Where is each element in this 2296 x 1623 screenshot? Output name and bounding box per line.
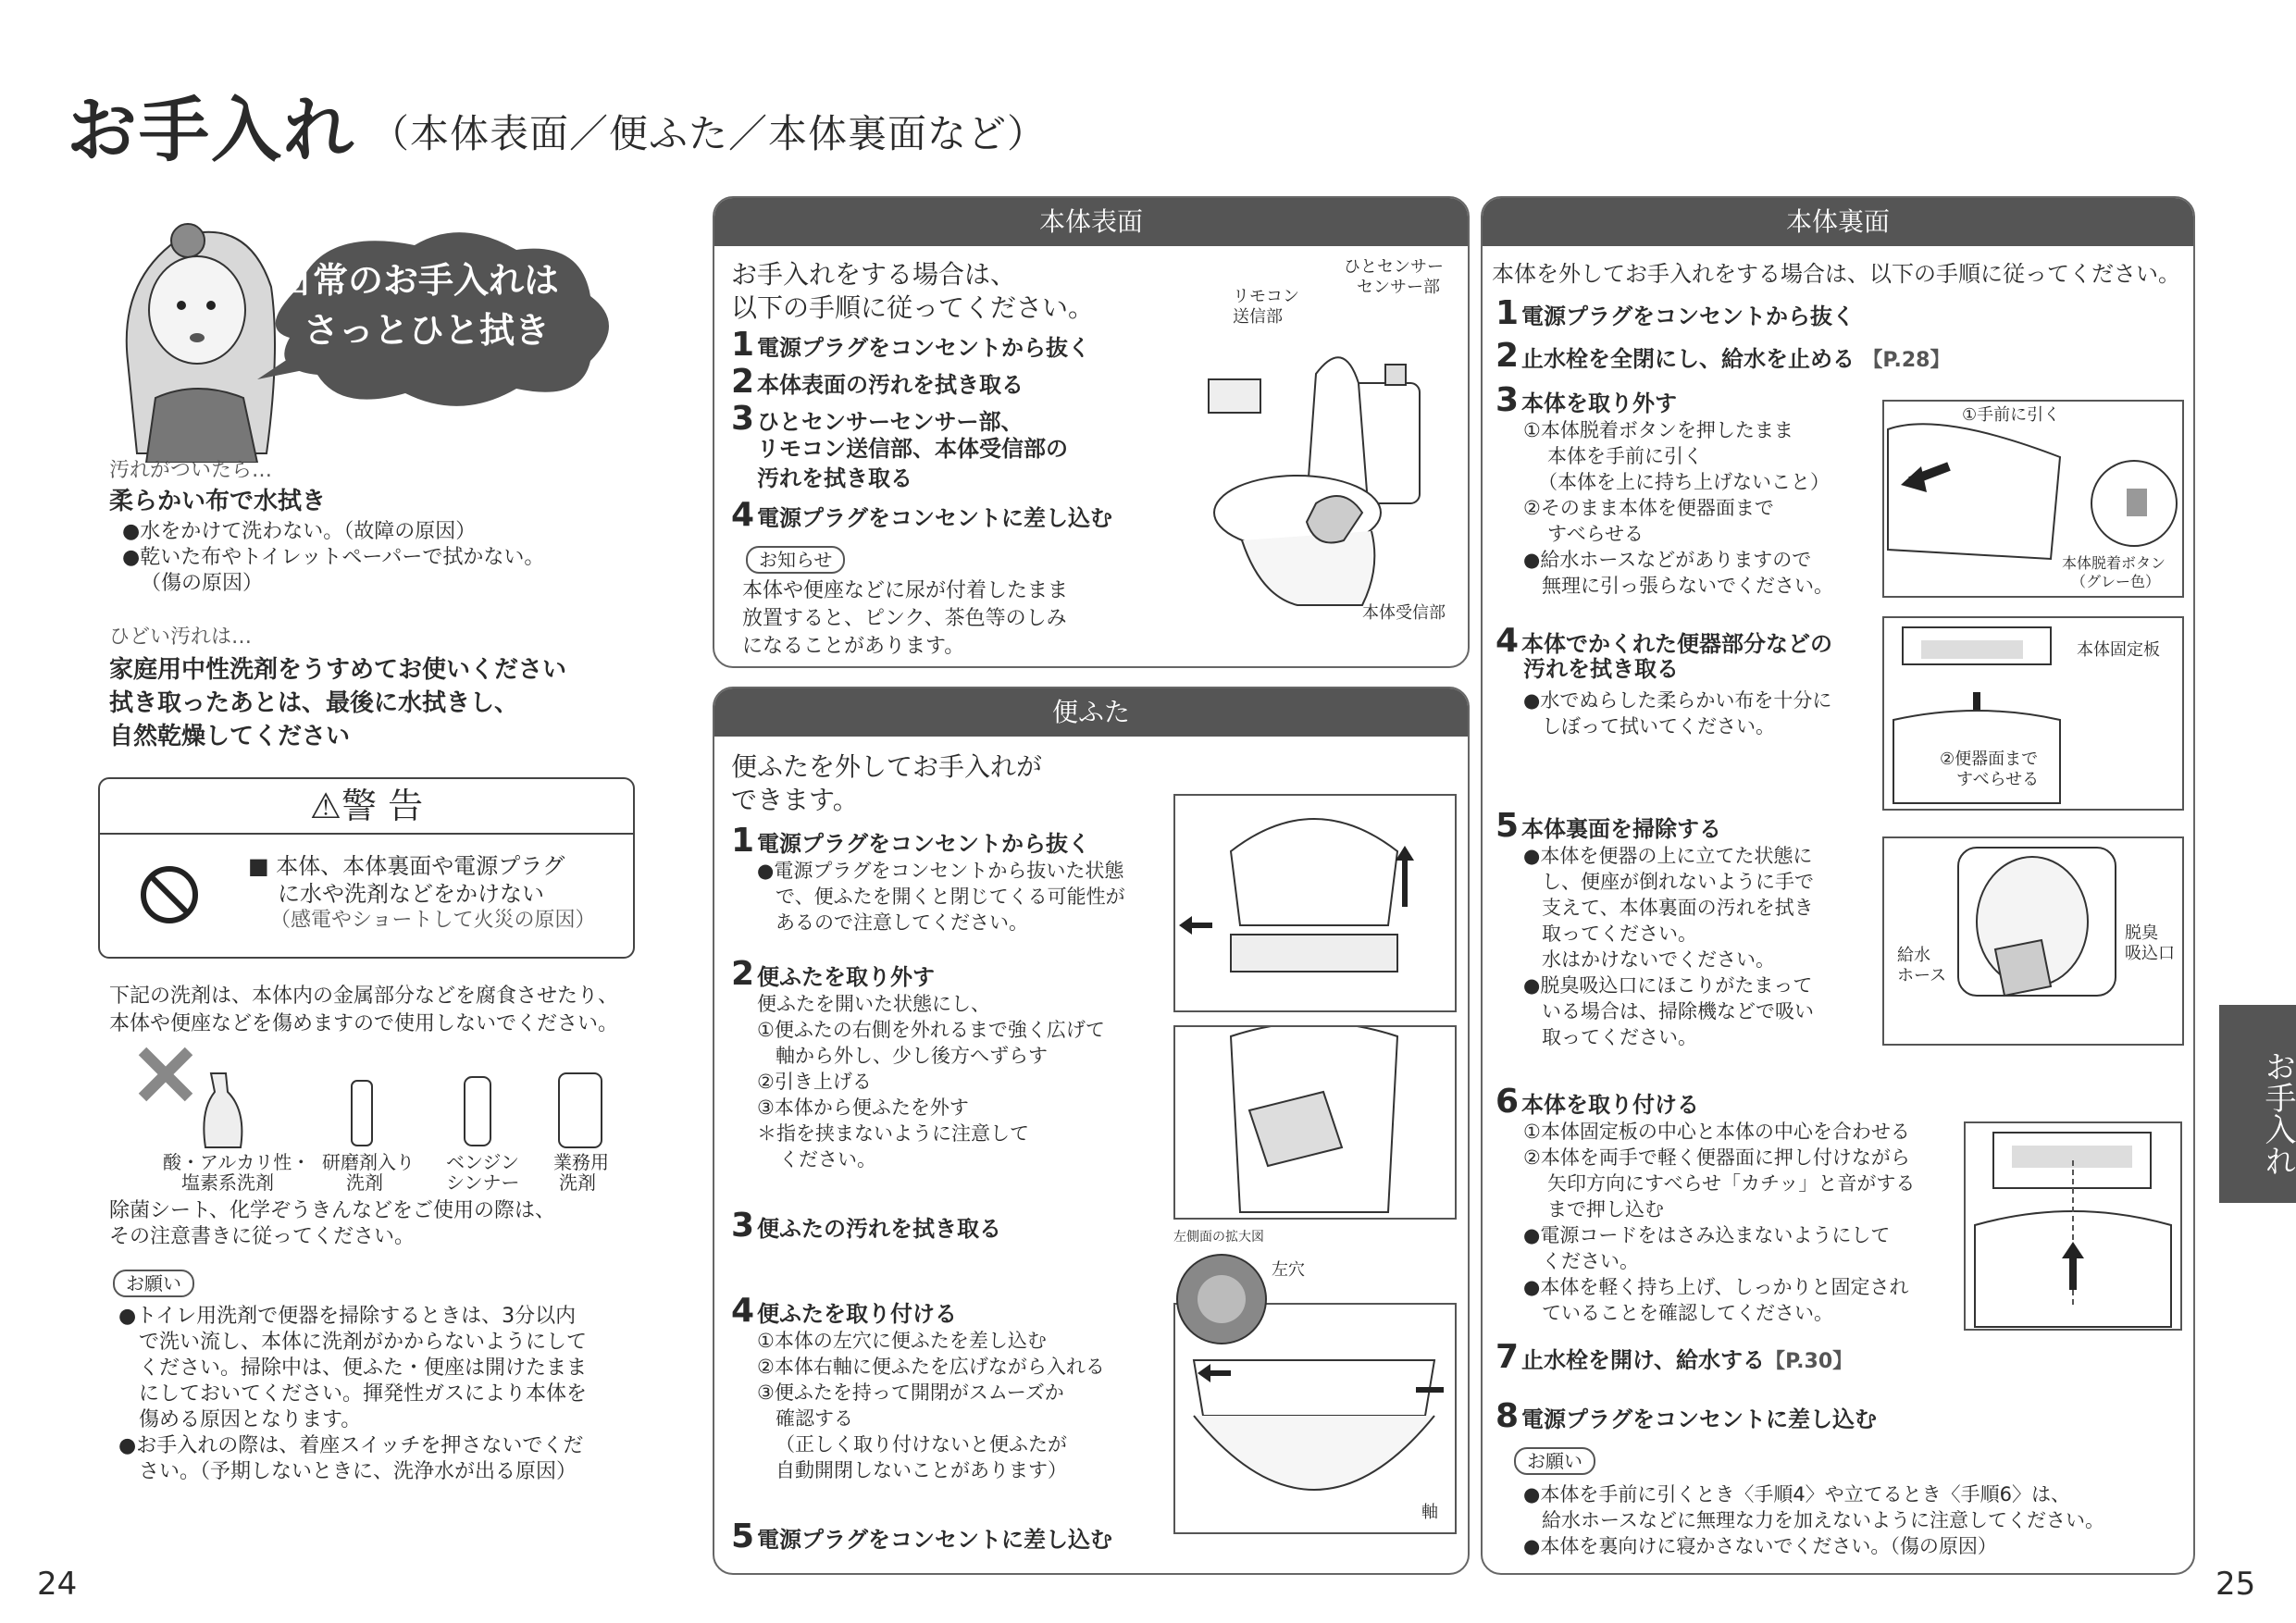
detergent-abrasive-b: 洗剤: [346, 1171, 383, 1194]
caption-heavy: ひどい汚れは…: [109, 626, 253, 649]
label-receiver: 本体受信部: [1362, 603, 1446, 623]
panel-lid: [713, 687, 1470, 1575]
ref-p30-link[interactable]: 【P.30】: [1765, 1350, 1854, 1373]
back-request-3: ●本体を裏向けに寝かさないでください。（傷の原因）: [1523, 1535, 1997, 1557]
request-line2: で洗い流し、本体に洗剤がかからないようにして: [139, 1331, 588, 1354]
side-tab[interactable]: お手入れ: [2219, 1005, 2296, 1203]
request-tag-right: お願い: [1514, 1447, 1595, 1475]
surface-step4: 4 電源プラグをコンセントに差し込む: [731, 496, 1112, 534]
caption-dirty: 汚れがついたら…: [109, 459, 273, 482]
detergent-bottles-illustration: [137, 1046, 618, 1155]
detergent-pro-b: 洗剤: [559, 1171, 596, 1194]
label-deodor-b: 吸込口: [2125, 944, 2175, 963]
back-step6-e: ●電源コードをはさみ込まないようにして: [1523, 1224, 1891, 1246]
lid-step4-c: ③便ふたを持って開閉がスムーズか: [757, 1381, 1064, 1404]
lid-step4-e: （正しく取り付けないと便ふたが: [776, 1433, 1067, 1456]
back-step3: 3 本体を取り外す: [1496, 381, 1677, 419]
toilet-surface-illustration: [1205, 318, 1446, 614]
wipe-sheet-para2: その注意書きに従ってください。: [109, 1225, 416, 1248]
page-title: お手入れ: [67, 89, 355, 171]
heading-detergent-2: 拭き取ったあとは、最後に水拭きし、: [109, 689, 519, 717]
surface-intro2: 以下の手順に従ってください。: [731, 292, 1095, 323]
label-hose-b: ホース: [1897, 966, 1947, 985]
back-step5-g: いる場合は、掃除機などで吸い: [1542, 1000, 1814, 1022]
warning-line2: に水や洗剤などをかけない: [278, 881, 544, 907]
request-tag-left: お願い: [113, 1270, 194, 1297]
back-step4-d: しぼって拭いてください。: [1542, 715, 1775, 737]
panel-surface-header: 本体表面: [714, 198, 1468, 246]
back-step5-e: 水はかけないでください。: [1542, 948, 1775, 971]
back-step5-d: 取ってください。: [1542, 923, 1697, 945]
lid-step1-note1: ●電源プラグをコンセントから抜いた状態: [757, 860, 1124, 882]
lid-step2-d: ②引き上げる: [757, 1071, 872, 1093]
detergent-abrasive-a: 研磨剤入り: [322, 1151, 415, 1173]
surface-step3-line3: 汚れを拭き取る: [757, 465, 912, 491]
ref-p28-link[interactable]: 【P.28】: [1862, 349, 1951, 372]
request-line3: ください。掃除中は、便ふた・便座は開けたまま: [139, 1357, 588, 1380]
back-step3-e: すべらせる: [1547, 523, 1644, 545]
detergent-para2: 本体や便座などを傷めますので使用しないでください。: [109, 1012, 619, 1035]
lid-step4-f: 自動開閉しないことがあります）: [776, 1459, 1067, 1481]
back-step4-c: ●水でぬらした柔らかい布を十分に: [1523, 689, 1832, 712]
back-step3-g: 無理に引っ張らないでください。: [1542, 575, 1833, 597]
request-line1: ●トイレ用洗剤で便器を掃除するときは、3分以内: [118, 1305, 577, 1328]
panel-surface: [713, 196, 1470, 668]
back-step5-a: ●本体を便器の上に立てた状態に: [1523, 845, 1813, 867]
bullet-no-water: ●水をかけて洗わない。（故障の原因）: [122, 520, 477, 543]
back-intro: 本体を外してお手入れをする場合は、以下の手順に従ってください。: [1492, 261, 2180, 287]
back-step6-d: まで押し込む: [1547, 1198, 1664, 1220]
lid-step4-a: ①本体の左穴に便ふたを差し込む: [757, 1330, 1047, 1352]
figure-lid-wipe: [1173, 1025, 1457, 1220]
label-pull-forward: ①手前に引く: [1962, 405, 2061, 425]
back-step3-d: ②そのまま本体を便器面まで: [1523, 497, 1774, 519]
notice-line2: 放置すると、ピンク、茶色等のしみ: [742, 607, 1067, 630]
back-step8: 8 電源プラグをコンセントに差し込む: [1496, 1397, 1877, 1435]
detergent-para1: 下記の洗剤は、本体内の金属部分などを腐食させたり、: [109, 985, 619, 1008]
back-step6-h: ていることを確認してください。: [1542, 1302, 1833, 1324]
back-step5: 5 本体裏面を掃除する: [1496, 807, 1721, 845]
lid-step5: 5 電源プラグをコンセントに差し込む: [731, 1518, 1112, 1555]
detergent-acid-b: 塩素系洗剤: [181, 1171, 274, 1194]
back-step6-c: 矢印方向にすべらせ「カチッ」と音がする: [1547, 1172, 1916, 1195]
lid-step4-b: ②本体右軸に便ふたを広げながら入れる: [757, 1356, 1105, 1378]
request-line4: にしておいてください。揮発性ガスにより本体を: [139, 1382, 588, 1406]
label-zoom: 左側面の拡大図: [1173, 1230, 1264, 1245]
label-fixing-plate: 本体固定板: [2077, 640, 2160, 660]
label-left-hole: 左穴: [1272, 1260, 1305, 1280]
lid-step1: 1 電源プラグをコンセントから抜く: [731, 822, 1090, 860]
warning-title: ⚠警 告: [100, 779, 633, 835]
bullet-no-dry-cause: （傷の原因）: [141, 572, 264, 595]
request-line7: さい。（予期しないときに、洗浄水が出る原因）: [139, 1460, 577, 1483]
back-step3-b: 本体を手前に引く: [1547, 445, 1703, 467]
notice-line1: 本体や便座などに尿が付着したまま: [742, 579, 1069, 602]
notice-line3: になることがあります。: [742, 635, 965, 658]
label-release-button-b: （グレー色）: [2071, 573, 2161, 590]
label-slide-a: ②便器面まで: [1940, 750, 2039, 769]
back-step3-f: ●給水ホースなどがありますので: [1523, 549, 1812, 571]
label-sensor-a: ひとセンサー: [1344, 257, 1444, 277]
back-step7: 7 止水栓を開け、給水する【P.30】: [1496, 1338, 1854, 1376]
surface-step3-line2: リモコン送信部、本体受信部の: [757, 436, 1068, 462]
back-step6: 6 本体を取り付ける: [1496, 1083, 1699, 1121]
label-release-button-a: 本体脱着ボタン: [2062, 554, 2166, 572]
warning-line1: ■ 本体、本体裏面や電源プラグ: [248, 853, 565, 879]
back-step3-a: ①本体脱着ボタンを押したまま: [1523, 419, 1793, 441]
zoom-circle-icon: [1173, 1251, 1275, 1353]
lid-step4: 4 便ふたを取り付ける: [731, 1292, 957, 1330]
label-remote-b: 送信部: [1233, 307, 1283, 327]
warning-line3: （感電やショートして火災の原因）: [270, 909, 596, 932]
detergent-acid-a: 酸・アルカリ性・: [163, 1151, 311, 1173]
wipe-sheet-para1: 除菌シート、化学ぞうきんなどをご使用の際は、: [109, 1199, 556, 1222]
back-step3-c: （本体を上に持ち上げないこと）: [1538, 471, 1830, 493]
page-subtitle: （本体表面／便ふた／本体裏面など）: [370, 111, 1048, 156]
bullet-no-dry: ●乾いた布やトイレットペーパーで拭かない。: [122, 546, 545, 569]
request-line6: ●お手入れの際は、着座スイッチを押さないでくだ: [118, 1434, 584, 1457]
lid-intro2: できます。: [731, 785, 859, 815]
lid-intro1: 便ふたを外してお手入れが: [731, 751, 1043, 782]
detergent-pro-a: 業務用: [553, 1151, 609, 1173]
request-line5: 傷める原因となります。: [139, 1408, 362, 1431]
back-step4-line2: 汚れを拭き取る: [1523, 656, 1679, 682]
back-step5-h: 取ってください。: [1542, 1026, 1697, 1048]
lid-step3: 3 便ふたの汚れを拭き取る: [731, 1207, 1001, 1245]
detergent-benzine-b: シンナー: [446, 1171, 520, 1194]
back-step6-b: ②本体を両手で軽く便器面に押し付けながら: [1523, 1146, 1910, 1169]
back-step5-f: ●脱臭吸込口にほこりがたまって: [1523, 974, 1813, 997]
page-number-left: 24: [37, 1566, 78, 1603]
page-number-right: 25: [2215, 1566, 2256, 1603]
lid-step2: 2 便ふたを取り外す: [731, 955, 935, 993]
bubble-line1: 日常のお手入れは: [278, 260, 560, 301]
label-slide-b: すべらせる: [1956, 770, 2040, 789]
surface-step2: 2 本体表面の汚れを拭き取る: [731, 363, 1024, 401]
back-step6-a: ①本体固定板の中心と本体の中心を合わせる: [1523, 1121, 1910, 1143]
label-hose-a: 給水: [1897, 946, 1930, 965]
label-deodor-a: 脱臭: [2125, 923, 2158, 943]
surface-step3: 3 ひとセンサーセンサー部、: [731, 400, 1024, 438]
lid-step2-c: 軸から外し、少し後方へずらす: [776, 1045, 1048, 1067]
detergent-benzine-a: ベンジン: [446, 1151, 519, 1173]
lid-step2-a: 便ふたを開いた状態にし、: [757, 993, 990, 1015]
surface-intro1: お手入れをする場合は、: [731, 259, 1017, 290]
back-step5-c: 支えて、本体裏面の汚れを拭き: [1542, 897, 1814, 919]
panel-lid-header: 便ふた: [714, 688, 1468, 737]
back-step5-b: し、便座が倒れないように手で: [1542, 871, 1814, 893]
notice-tag: お知らせ: [746, 546, 845, 574]
prohibited-icon: [139, 864, 200, 925]
lid-step1-note3: あるので注意してください。: [776, 911, 1028, 934]
lid-step4-d: 確認する: [776, 1407, 853, 1430]
label-remote-a: リモコン: [1233, 287, 1299, 306]
lid-step2-g: ください。: [779, 1148, 876, 1171]
heading-detergent-1: 家庭用中性洗剤をうすめてお使いください: [109, 656, 567, 684]
back-request-2: 給水ホースなどに無理な力を加えないように注意してください。: [1542, 1509, 2104, 1531]
lid-step2-b: ①便ふたの右側を外れるまで強く広げて: [757, 1019, 1105, 1041]
lid-step2-f: ＊指を挟まないように注意して: [757, 1122, 1029, 1145]
label-axis: 軸: [1421, 1503, 1438, 1522]
back-step2: 2 止水栓を全閉にし、給水を止める 【P.28】: [1496, 337, 1951, 375]
back-step4: 4 本体でかくれた便器部分などの: [1496, 622, 1832, 660]
heading-wipe: 柔らかい布で水拭き: [109, 488, 327, 515]
figure-attach-body: [1964, 1121, 2182, 1331]
lid-step1-note2: で、便ふたを開くと閉じてくる可能性が: [776, 886, 1125, 908]
back-step1: 1 電源プラグをコンセントから抜く: [1496, 294, 1855, 332]
warning-box: [98, 777, 635, 959]
warning-triangle-icon: ⚠: [309, 786, 341, 826]
bubble-line2: さっとひと拭き: [304, 310, 551, 351]
surface-step1: 1 電源プラグをコンセントから抜く: [731, 326, 1090, 364]
back-request-1: ●本体を手前に引くとき〈手順4〉や立てるとき〈手順6〉は、: [1523, 1483, 2071, 1505]
panel-back-header: 本体裏面: [1483, 198, 2193, 246]
figure-lid-remove: [1173, 794, 1457, 1012]
label-sensor-b: センサー部: [1357, 278, 1440, 297]
panel-back: [1481, 196, 2195, 1575]
heading-detergent-3: 自然乾燥してください: [109, 723, 351, 750]
back-step6-f: ください。: [1542, 1250, 1639, 1272]
lid-step2-e: ③本体から便ふたを外す: [757, 1096, 969, 1119]
back-step6-g: ●本体を軽く持ち上げ、しっかりと固定され: [1523, 1276, 1909, 1298]
